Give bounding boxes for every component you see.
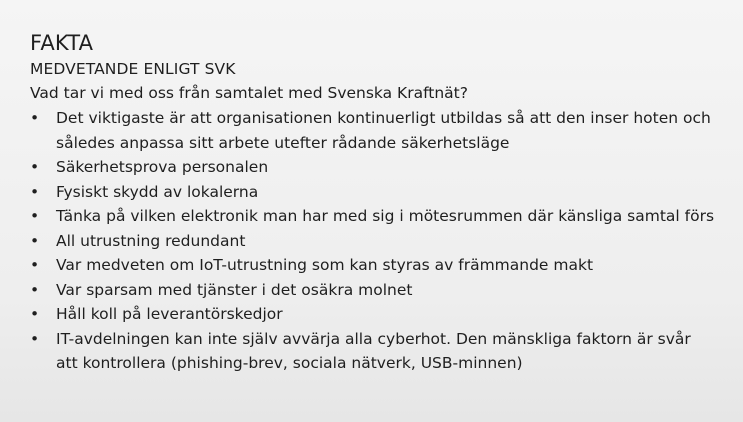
bullet-icon: • <box>30 109 40 127</box>
bullet-icon: • <box>30 231 40 250</box>
bullet-icon: • <box>30 305 40 323</box>
list-item <box>30 327 723 376</box>
list-item-text: Var sparsam med tjänster i det osäkra molnet <box>56 280 413 299</box>
fact-question: Vad tar vi med oss från samtalet med Svenska Kraftnät? <box>30 84 468 102</box>
bullet-icon: • <box>30 182 40 201</box>
list-item-text: IT-avdelningen kan inte själv avvärja alla cyberhot. Den mänskliga faktorn är svår att kontrollera (phishing-brev, sociala nätverk, USB-minnen) <box>56 329 691 372</box>
bullet-icon: • <box>30 256 40 274</box>
list-item-text: All utrustning redundant <box>56 231 246 250</box>
bullet-icon: • <box>30 329 40 348</box>
list-item-text: Håll koll på leverantörskedjor <box>56 305 283 323</box>
bullet-icon: • <box>30 280 40 299</box>
list-item-text: Det viktigaste är att organisationen kontinuerligt utbildas så att den inser hoten och således anpassa sitt arbete utefter rådande säkerhetsläge <box>56 109 711 152</box>
list-item <box>30 229 723 254</box>
bullet-list <box>30 106 723 376</box>
bullet-icon: • <box>30 207 40 225</box>
list-item <box>30 302 723 327</box>
list-item <box>30 278 723 303</box>
list-item-text: Tänka på vilken elektronik man har med sig i mötesrummen där känsliga samtal förs <box>56 207 715 225</box>
list-item <box>30 180 723 205</box>
fact-subtitle: MEDVETANDE ENLIGT SVK <box>30 60 236 78</box>
list-item <box>30 155 723 180</box>
list-item <box>30 106 723 155</box>
bullet-icon: • <box>30 158 40 176</box>
fact-title: FAKTA <box>30 31 94 55</box>
list-item-text: Fysiskt skydd av lokalerna <box>56 182 259 201</box>
list-item-text: Var medveten om IoT-utrustning som kan styras av främmande makt <box>56 256 594 274</box>
list-item <box>30 253 723 278</box>
list-item-text: Säkerhetsprova personalen <box>56 158 269 176</box>
list-item <box>30 204 723 229</box>
